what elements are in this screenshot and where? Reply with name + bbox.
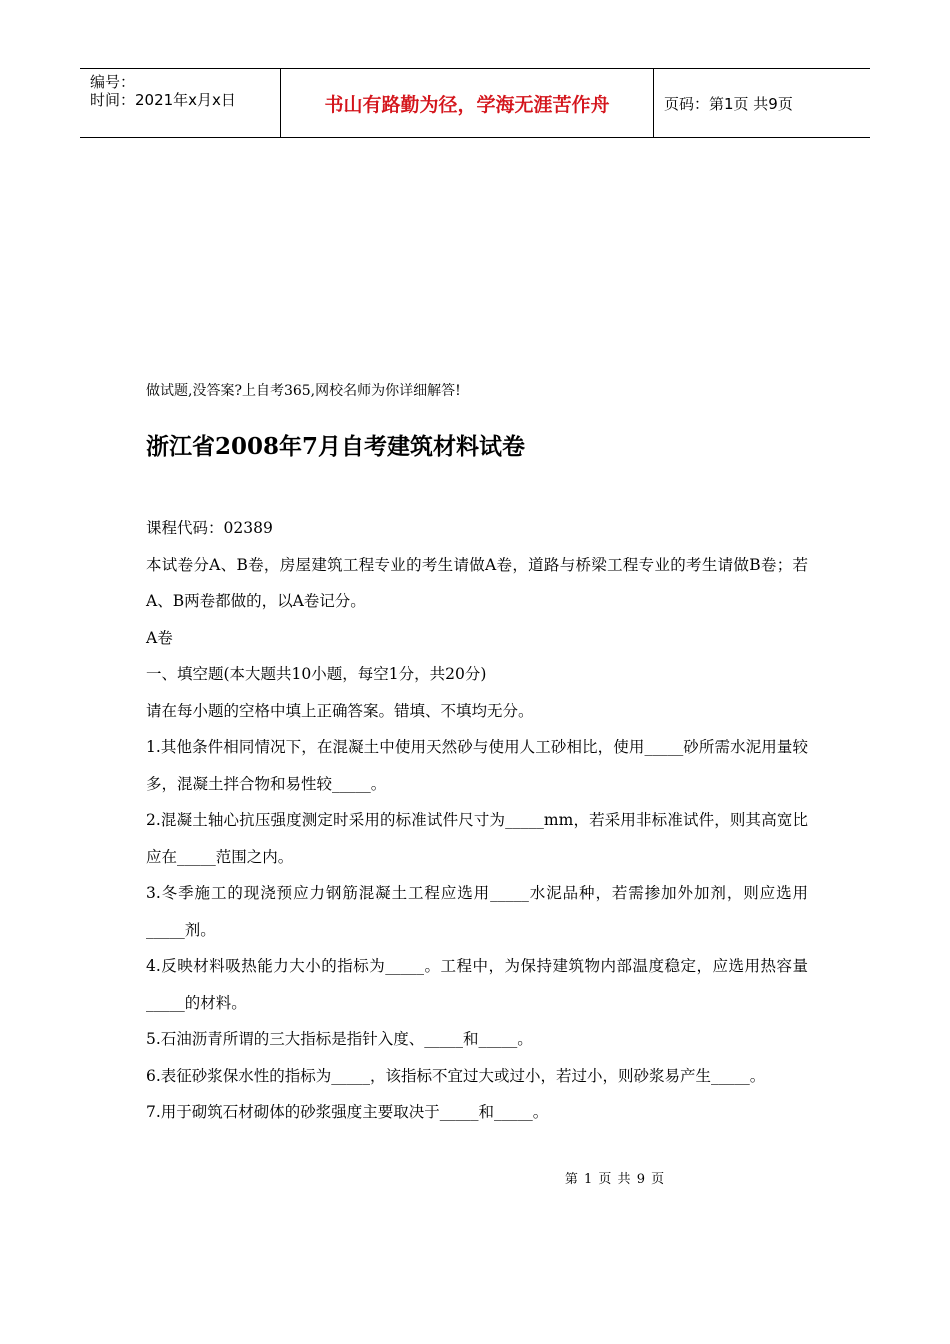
header-page-info: 页码：第1页 共9页 [664, 94, 793, 113]
course-code: 课程代码：02389 [146, 519, 273, 537]
page-title: 浙江省2008年7月自考建筑材料试卷 [146, 433, 526, 460]
document-body [146, 510, 808, 1131]
serial-label: 编号： [90, 73, 136, 91]
header-motto: 书山有路勤为径，学海无涯苦作舟 [281, 69, 654, 137]
page-footer: 第 1 页 共 9 页 [564, 1172, 666, 1187]
section-a-label: A卷 [146, 628, 173, 647]
question-1: 1.其他条件相同情况下，在混凝土中使用天然砂与使用人工砂相比，使用_____砂所需水泥用量较多，混凝土拌合物和易性较_____。 [146, 738, 808, 793]
question-4: 4.反映材料吸热能力大小的指标为_____。工程中，为保持建筑物内部温度稳定，应选用热容量_____的材料。 [146, 957, 808, 1012]
page-header [80, 68, 870, 138]
instructions: 本试卷分A、B卷，房屋建筑工程专业的考生请做A卷，道路与桥梁工程专业的考生请做B卷；若A、B两卷都做的，以A卷记分。 [146, 555, 808, 610]
section-heading: 一、填空题(本大题共10小题，每空1分，共20分) [146, 665, 487, 683]
header-meta [80, 69, 281, 137]
promo-text: 做试题,没答案?上自考365,网校名师为你详细解答! [146, 383, 461, 399]
question-3: 3.冬季施工的现浇预应力钢筋混凝土工程应选用_____水泥品种，若需掺加外加剂，则应选用_____剂。 [146, 884, 808, 939]
question-2: 2.混凝土轴心抗压强度测定时采用的标准试件尺寸为_____mm，若采用非标准试件，则其高宽比应在_____范围之内。 [146, 811, 808, 866]
question-5: 5.石油沥青所谓的三大指标是指针入度、_____和_____。 [146, 1030, 533, 1048]
question-6: 6.表征砂浆保水性的指标为_____，该指标不宜过大或过小，若过小，则砂浆易产生_____。 [146, 1066, 766, 1085]
question-7: 7.用于砌筑石材砌体的砂浆强度主要取决于_____和_____。 [146, 1103, 549, 1121]
time-label: 时间：2021年x月x日 [90, 91, 236, 109]
section-instructions: 请在每小题的空格中填上正确答案。错填、不填均无分。 [146, 701, 534, 720]
